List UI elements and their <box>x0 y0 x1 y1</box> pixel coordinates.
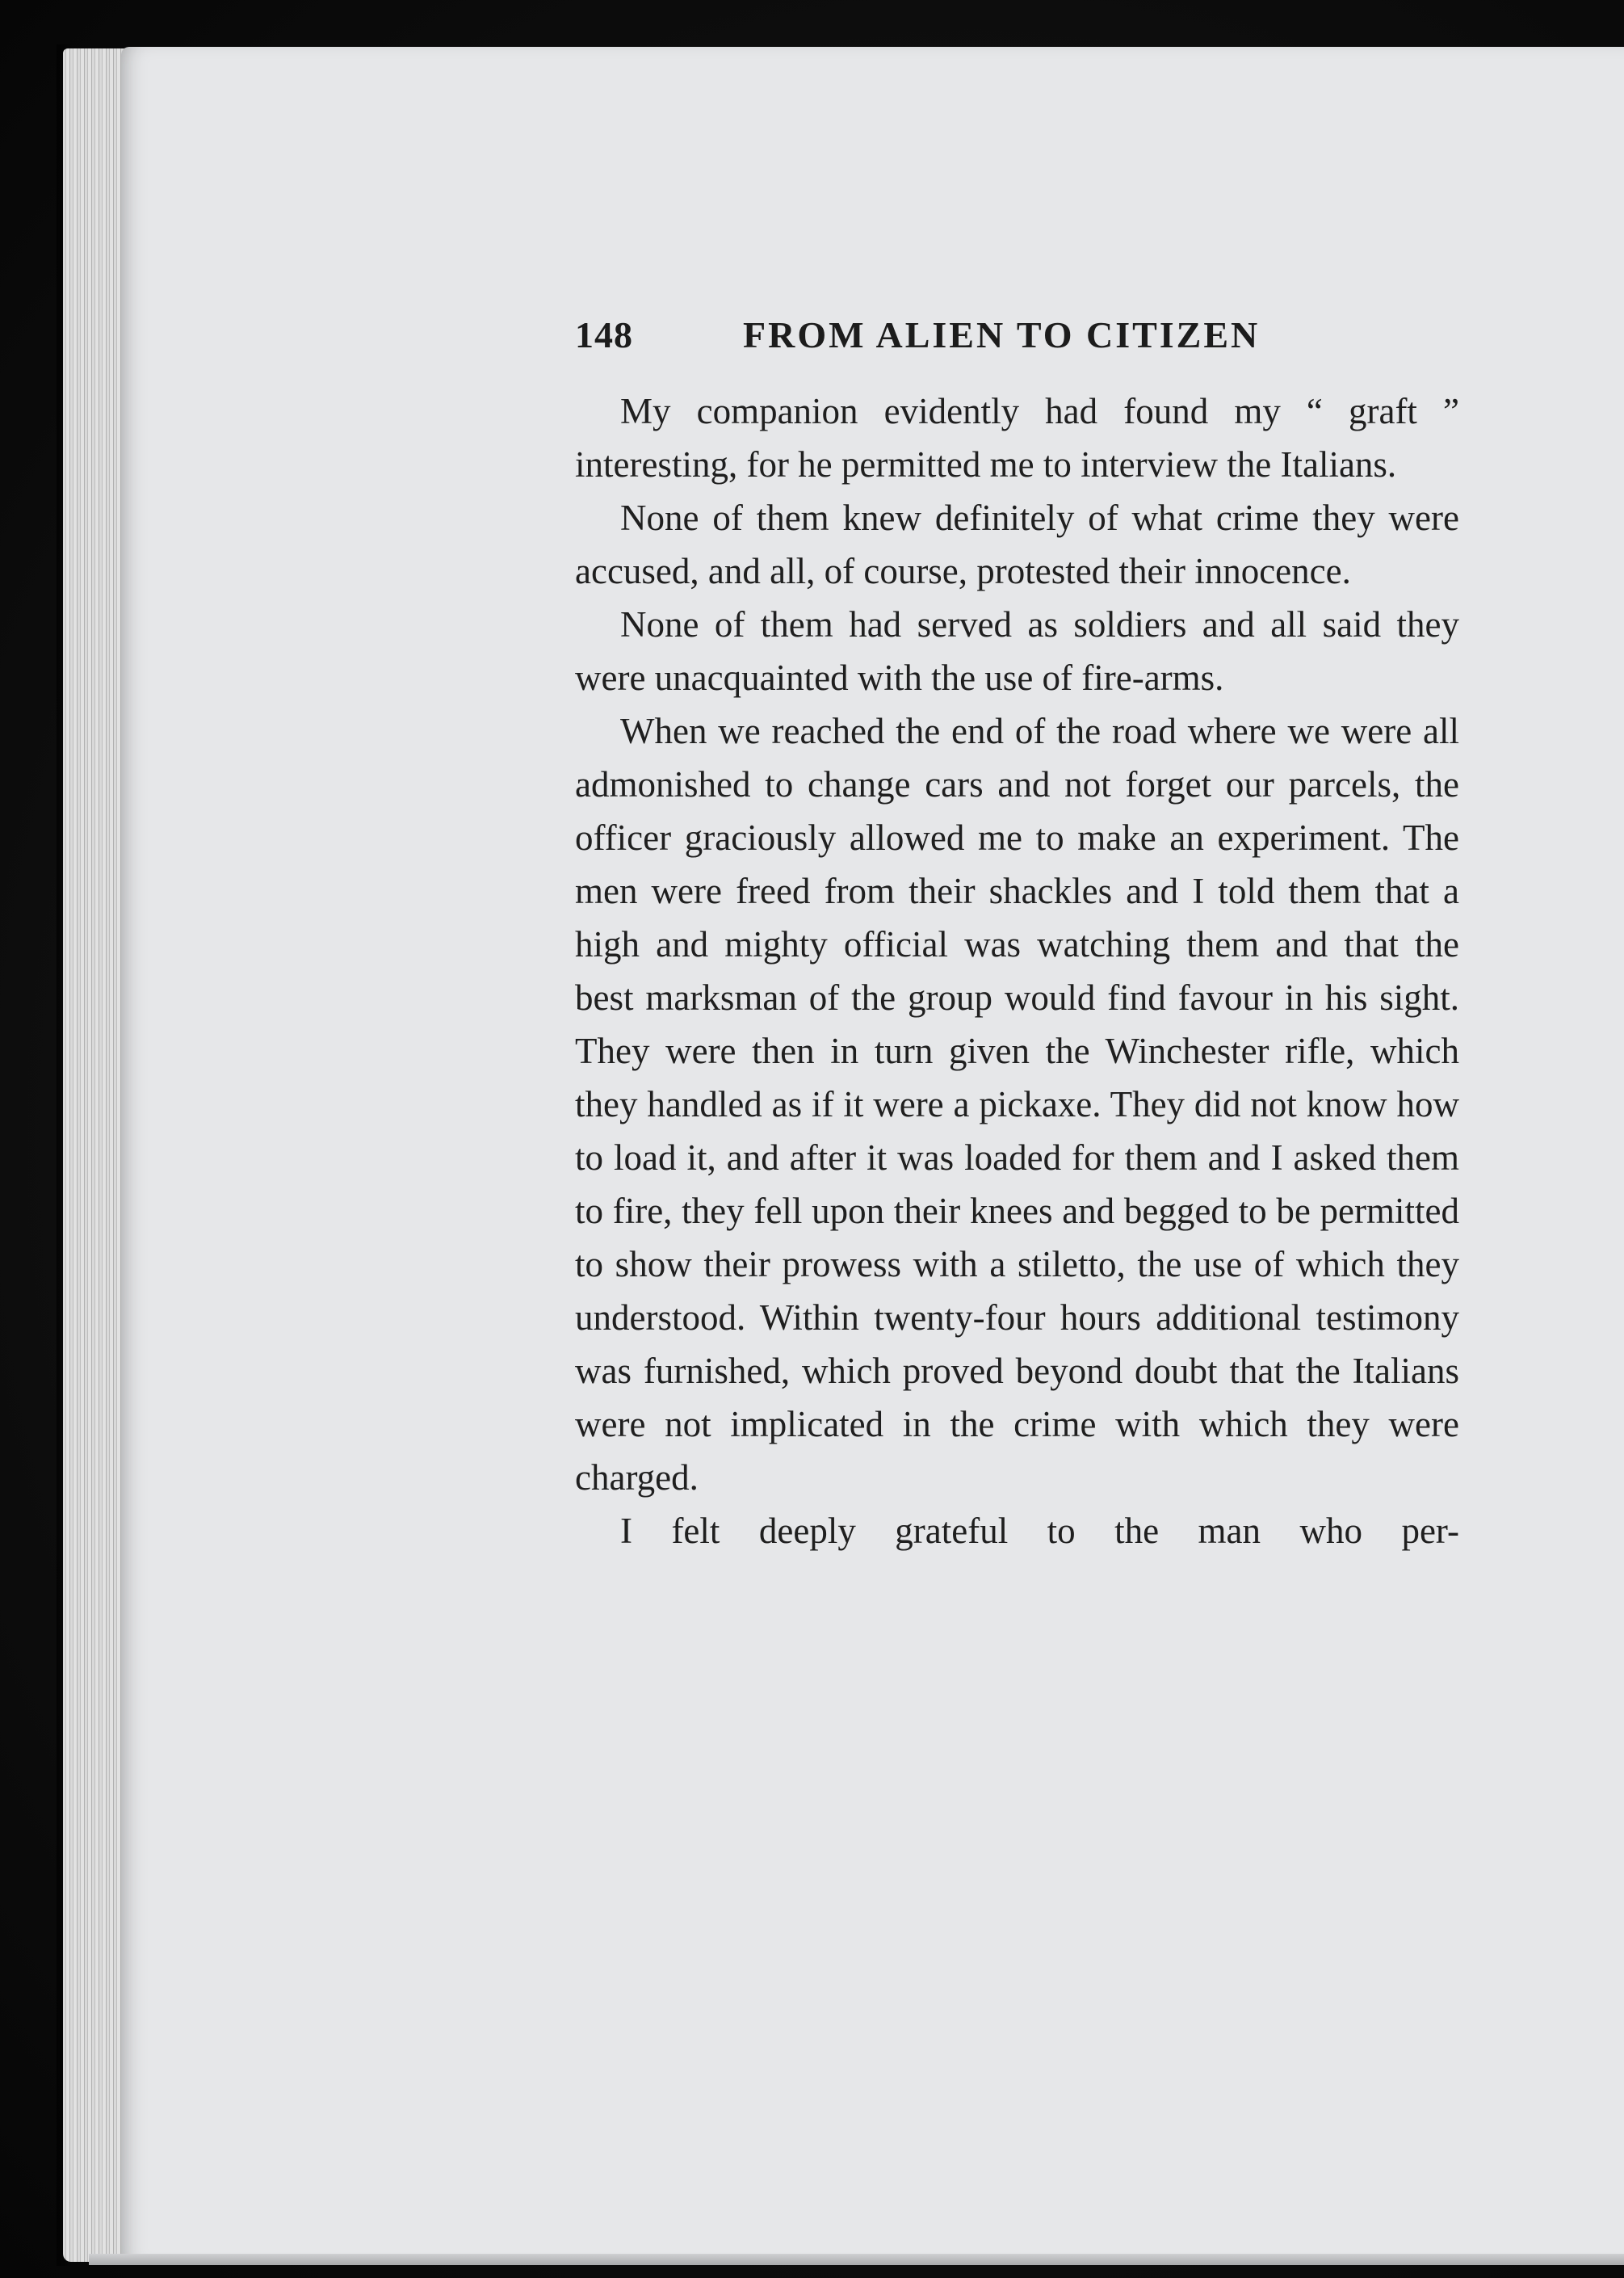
book-title: FROM ALIEN TO CITIZEN <box>743 314 1261 355</box>
paragraph-5: I felt deeply grateful to the man who per- <box>620 1511 1459 1551</box>
body-text <box>575 385 1459 1557</box>
running-head <box>575 313 1463 370</box>
page-bottom-edge <box>89 2254 1624 2265</box>
paragraph-2: None of them knew definitely of what crime they were accused, and all, of course, protested their innocence. <box>575 498 1459 591</box>
page-number: 148 <box>575 314 633 355</box>
paragraph-3: None of them had served as soldiers and all said they were unacquainted with the use of fire-arms. <box>575 604 1459 698</box>
paragraph-4: When we reached the end of the road where we were all admonished to change cars and not forget our parcels, the officer graciously allowed me to make an experiment. The men were freed from their shackles and I told them that a high and mighty official was watching them and that the best marksman of the group would find favour in his sight. They were then in turn given the Winchester rifle, which they handled as if it were a pickaxe. They did not know how to load it, and after it was loaded for them and I asked them to fire, they fell upon their knees and begged to be permitted to show their prowess with a stiletto, the use of which they understood. Within twenty-four hours additional testimony was furnished, which proved beyond doubt that the Italians were not implicated in the crime with which they were charged. <box>575 711 1459 1498</box>
paragraph-1: My companion evidently had found my “ graft ” interesting, for he permitted me to interview the Italians. <box>575 391 1459 485</box>
